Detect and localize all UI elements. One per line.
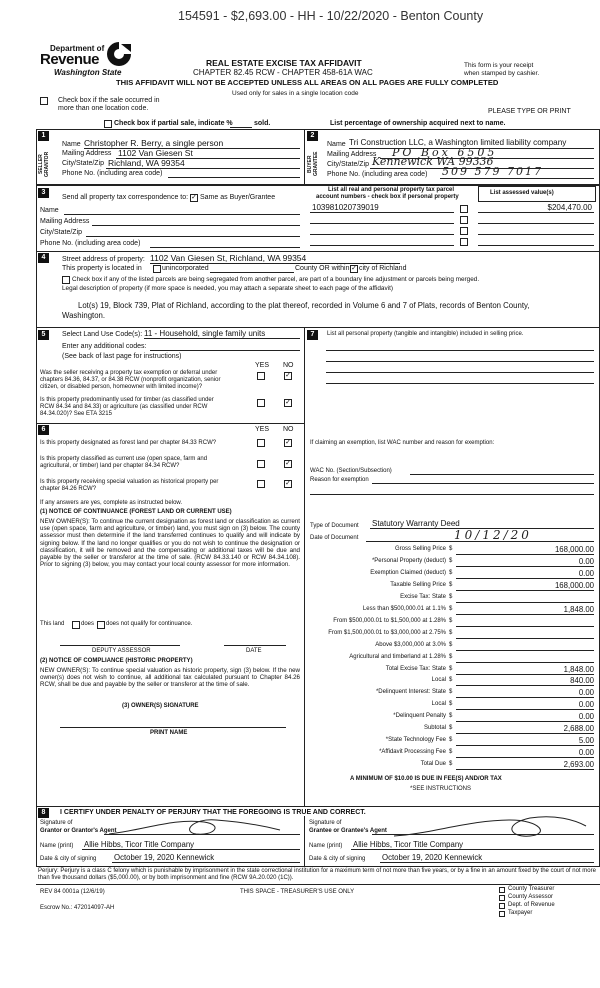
send-correspondence-label: Send all property tax correspondence to: xyxy=(62,194,189,201)
print-name-label: PRINT NAME xyxy=(150,730,188,736)
assessed-header: List assessed value(s) xyxy=(490,190,554,196)
tax-row-value: 0.00 xyxy=(578,557,594,566)
form-title: REAL ESTATE EXCISE TAX AFFIDAVIT xyxy=(206,58,362,68)
if-yes-note: If any answers are yes, complete as instructed below. xyxy=(40,500,183,506)
tax-row-dollar: $ xyxy=(449,737,453,743)
tax-row-label: *Affidavit Processing Fee xyxy=(379,749,446,755)
tax-row-label: Above $3,000,000 at 3.0% xyxy=(375,642,446,648)
tax-row-label: Local xyxy=(431,677,446,683)
parcel-personal-checkbox-4[interactable] xyxy=(460,238,468,246)
sec2-mail-label: Mailing Address xyxy=(327,151,377,158)
sec5-q1-no-checkbox[interactable]: ✓ xyxy=(285,372,291,379)
tax-row-dollar: $ xyxy=(449,546,453,552)
unincorporated-checkbox[interactable] xyxy=(153,265,161,273)
grantee-sig-label-1: Signature of xyxy=(309,820,342,826)
tax-row-underline xyxy=(456,674,594,675)
tax-row-dollar: $ xyxy=(449,630,453,636)
tax-row-value: 840.00 xyxy=(570,676,594,685)
perjury-notice: Perjury: Perjury is a class C felony which is punishable by imprisonment in the state correctional institution for a maximum term of not more than five years, or by a fine in an amount fixed by the court of not more than five thousand dollars ($5,000.00), or by both imprisonment and fine (RCW 9A.20.020 (1C)). xyxy=(38,868,596,881)
parcel-personal-checkbox-2[interactable] xyxy=(460,216,468,224)
grantor-name-label: Name (print) xyxy=(40,843,74,849)
grantee-signature xyxy=(390,812,590,840)
sec6-q1-yes-checkbox[interactable] xyxy=(257,439,265,447)
tax-row-label: From $1,500,000.01 to $3,000,000 at 2.75% xyxy=(328,630,446,636)
located-label: This property is located in xyxy=(62,265,142,272)
sec2-name-label: Name xyxy=(327,141,346,148)
tax-row-dollar: $ xyxy=(449,713,453,719)
tax-row-underline xyxy=(456,638,594,639)
segregated-label: Check box if any of the listed parcels are being segregated from another parcel, are part of a boundary line adjustment or parcels being merged. xyxy=(72,276,480,283)
tax-row-value: 0.00 xyxy=(578,569,594,578)
certify-statement: I CERTIFY UNDER PENALTY OF PERJURY THAT THE FOREGOING IS TRUE AND CORRECT. xyxy=(60,809,366,816)
tax-row-underline xyxy=(456,733,594,734)
document-date: 10/12/20 xyxy=(454,528,532,542)
tax-row-underline xyxy=(456,709,594,710)
buyer-grantee-label: BUYER GRANTEE xyxy=(307,151,319,177)
sec5-q1-yes-checkbox[interactable] xyxy=(257,372,265,380)
recording-stamp: 154591 - $2,693.00 - HH - 10/22/2020 - Benton County xyxy=(178,9,484,23)
receipt-note-1: This form is your receipt xyxy=(464,62,534,69)
tax-row-value: 168,000.00 xyxy=(554,545,594,554)
type-or-print: PLEASE TYPE OR PRINT xyxy=(488,108,571,115)
tax-row-dollar: $ xyxy=(449,689,453,695)
tax-row-label: *Delinquent Penalty xyxy=(393,713,446,719)
wac-number-label: WAC No. (Section/Subsection) xyxy=(310,468,392,474)
form-warning: THIS AFFIDAVIT WILL NOT BE ACCEPTED UNLESS ALL AREAS ON ALL PAGES ARE FULLY COMPLETED xyxy=(116,78,499,87)
tax-row-value: 0.00 xyxy=(578,688,594,697)
multi-location-label-1: Check box if the sale occurred in xyxy=(58,97,160,104)
form-chapter: CHAPTER 82.45 RCW - CHAPTER 458-61A WAC xyxy=(193,68,373,77)
agency-line2: Revenue xyxy=(40,51,100,68)
legal-description-2: Washington. xyxy=(62,311,106,320)
tax-row-value: 0.00 xyxy=(578,712,594,721)
parcel-personal-checkbox-1[interactable] xyxy=(460,205,468,213)
see-instructions-note: *SEE INSTRUCTIONS xyxy=(410,786,472,792)
tax-row-label: Total Excise Tax: State xyxy=(385,666,446,672)
grantee-print-name: Allie Hibbs, Ticor Title Company xyxy=(353,840,464,849)
distribution-label: Dept. of Revenue xyxy=(508,902,555,908)
tax-row-dollar: $ xyxy=(449,642,453,648)
tax-row-underline xyxy=(456,745,594,746)
same-as-buyer-label: Same as Buyer/Grantee xyxy=(200,194,276,201)
segregated-checkbox[interactable] xyxy=(62,276,70,284)
tax-row-underline xyxy=(456,757,594,758)
tax-row-dollar: $ xyxy=(449,725,453,731)
sec5-q2-line2: RCW 84.34 and 84.33) or agriculture (as classified under RCW xyxy=(40,404,208,410)
tax-row-value: 2,693.00 xyxy=(563,760,594,769)
sec6-q3-yes-checkbox[interactable] xyxy=(257,480,265,488)
sec2-city-label: City/State/Zip xyxy=(327,161,370,168)
sec6-q2-yes-checkbox[interactable] xyxy=(257,460,265,468)
tax-row-value: 1,848.00 xyxy=(563,665,594,674)
sec5-q2-line3: 84.34.020)? See ETA 3215 xyxy=(40,411,112,417)
distribution-label: County Treasurer xyxy=(508,886,555,892)
tax-row-underline xyxy=(456,554,594,555)
tax-row-label: Taxable Selling Price xyxy=(390,582,446,588)
section-2-badge: 2 xyxy=(307,131,318,141)
distribution-checkbox[interactable] xyxy=(499,895,505,901)
tax-row-dollar: $ xyxy=(449,666,453,672)
tax-row-dollar: $ xyxy=(449,677,453,683)
does-label: does xyxy=(81,621,95,627)
additional-codes-label: Enter any additional codes: xyxy=(62,343,147,350)
legal-description-1: Lot(s) 19, Block 739, Plat of Richland, according to the plat thereof, recorded in Volume 6 and 7 of Plats, records of Benton County, xyxy=(78,301,530,310)
buyer-name: Tri Construction LLC, a Washington limited liability company xyxy=(349,138,567,147)
tax-row-dollar: $ xyxy=(449,749,453,755)
seller-mailing-address: 1102 Van Giesen St xyxy=(118,148,193,158)
tax-row-underline xyxy=(456,578,594,579)
legal-description-label: Legal description of property (if more space is needed, you may attach a separate sheet to each page of the affidavit) xyxy=(62,285,393,292)
grantor-date-label: Date & city of signing xyxy=(40,856,97,862)
sec1-mail-label: Mailing Address xyxy=(62,150,112,157)
tax-row-underline xyxy=(456,602,594,603)
distribution-checkbox[interactable] xyxy=(499,887,505,893)
tax-row-dollar: $ xyxy=(449,618,453,624)
receipt-note-2: when stamped by cashier. xyxy=(464,70,540,77)
parcel-header-2: account numbers - check box if personal property xyxy=(316,194,459,200)
see-back-label: (See back of last page for instructions) xyxy=(62,353,182,360)
tax-row-label: From $500,000.01 to $1,500,000 at 1.28% xyxy=(333,618,446,624)
notice-compliance-text: NEW OWNER(S): To continue special valuation as historic property, sign (3) below. If the new owner(s) does not wish to continue, all additional tax calculated pursuant to Chapter 84.26 RCW, shall be due and payable by the seller or transferor at the time of sale. xyxy=(40,667,300,689)
partial-sale-checkbox[interactable] xyxy=(104,120,112,128)
sec3-city-label: City/State/Zip xyxy=(40,229,83,236)
tax-row-dollar: $ xyxy=(449,570,453,576)
tax-row-label: *State Technology Fee xyxy=(385,737,446,743)
sec5-q2-yes-checkbox[interactable] xyxy=(257,399,265,407)
tax-row-dollar: $ xyxy=(449,654,453,660)
tax-row-label: *Delinquent Interest: State xyxy=(375,689,446,695)
sec6-q1-no-checkbox[interactable]: ✓ xyxy=(285,439,291,446)
sec3-mail-label: Mailing Address xyxy=(40,218,90,225)
notice-compliance-title: (2) NOTICE OF COMPLIANCE (HISTORIC PROPERTY) xyxy=(40,658,193,664)
revenue-logo-icon xyxy=(104,40,134,68)
deputy-assessor-label: DEPUTY ASSESSOR xyxy=(92,648,151,654)
tax-row-underline xyxy=(456,566,594,567)
exemption-reason-label: Reason for exemption xyxy=(310,477,369,483)
sec5-q2-line1: Is this property predominantly used for timber (as classified under xyxy=(40,397,214,403)
sec6-q2-line1: Is this property classified as current use (open space, farm and xyxy=(40,456,208,462)
owner-signature-label: (3) OWNER(S) SIGNATURE xyxy=(122,703,199,709)
grantor-sig-label-2: Grantor or Grantor's Agent xyxy=(40,828,117,834)
section-1-badge: 1 xyxy=(38,131,49,141)
sec5-q1-line2: chapters 84.36, 84.37, or 84.38 RCW (nonprofit organization, senior xyxy=(40,377,221,383)
sec5-no-label: NO xyxy=(283,362,294,369)
tax-row-underline xyxy=(456,650,594,651)
minimum-due-note: A MINIMUM OF $10.00 IS DUE IN FEE(S) AND/OR TAX xyxy=(350,776,502,782)
tax-row-underline xyxy=(456,590,594,591)
sec1-phone-label: Phone No. (including area code) xyxy=(62,170,163,177)
tax-row-value: 1,848.00 xyxy=(563,605,594,614)
grantee-date-label: Date & city of signing xyxy=(309,856,366,862)
county-within-label: County OR within xyxy=(295,265,350,272)
treasurer-space: THIS SPACE - TREASURER'S USE ONLY xyxy=(240,889,355,895)
street-address-label: Street address of property: xyxy=(62,256,145,263)
tax-row-dollar: $ xyxy=(449,761,453,767)
tax-row-underline xyxy=(456,626,594,627)
sec6-yes-label: YES xyxy=(255,426,270,433)
sec2-phone-label: Phone No. (including area code) xyxy=(327,171,428,178)
land-use-label: Select Land Use Code(s): xyxy=(62,331,143,338)
tax-row-dollar: $ xyxy=(449,558,453,564)
land-does-checkbox[interactable] xyxy=(72,621,80,629)
tax-row-value: 2,688.00 xyxy=(563,724,594,733)
assessor-date-label: DATE xyxy=(246,648,262,654)
sec5-q2-no-checkbox[interactable]: ✓ xyxy=(285,399,291,406)
grantee-name-label: Name (print) xyxy=(309,843,343,849)
tax-row-label: Subtotal xyxy=(423,725,446,731)
assessed-value: $204,470.00 xyxy=(547,203,592,212)
personal-property-label: List all personal property (tangible and intangible) included in selling price. xyxy=(327,331,524,337)
grantor-date-city: October 19, 2020 Kennewick xyxy=(114,853,215,862)
distribution-label: County Assessor xyxy=(508,894,554,900)
distribution-checkbox[interactable] xyxy=(499,911,505,917)
multi-location-label-2: more than one location code. xyxy=(58,105,149,112)
agency-line1: Department of xyxy=(50,44,105,53)
tax-row-value: 0.00 xyxy=(578,700,594,709)
sec5-yes-label: YES xyxy=(255,362,270,369)
sec1-city-label: City/State/Zip xyxy=(62,160,105,167)
grantee-date-city: October 19, 2020 Kennewick xyxy=(382,853,483,862)
sec6-no-label: NO xyxy=(283,426,294,433)
sec3-phone-label: Phone No. (including area code) xyxy=(40,240,141,247)
tax-row-label: Local xyxy=(431,701,446,707)
seller-grantor-label: SELLER GRANTOR xyxy=(38,151,50,177)
sec6-q1: Is this property designated as forest land per chapter 84.33 RCW? xyxy=(40,440,217,446)
form-revision: REV 84 0001a (12/6/19) xyxy=(40,889,105,895)
tax-row-label: Gross Selling Price xyxy=(394,546,446,552)
distribution-checkbox[interactable] xyxy=(499,903,505,909)
sec5-q1-line1: Was the seller receiving a property tax exemption or deferral under xyxy=(40,370,218,376)
tax-row-value: 5.00 xyxy=(578,736,594,745)
tax-row-underline xyxy=(456,769,594,770)
buyer-phone: 509 579 7017 xyxy=(442,165,543,178)
same-as-buyer-checkbox[interactable]: ✓ xyxy=(191,194,197,201)
this-land-label: This land xyxy=(40,621,65,627)
tax-row-label: Agricultural and timberland at 1.28% xyxy=(349,654,446,660)
tax-row-dollar: $ xyxy=(449,594,453,600)
parcel-header-1: List all real and personal property tax parcel xyxy=(328,187,455,193)
parcel-personal-checkbox-3[interactable] xyxy=(460,227,468,235)
land-does-not-checkbox[interactable] xyxy=(97,621,105,629)
section-8-badge: 8 xyxy=(38,808,49,818)
city-of-label: city of Richland xyxy=(359,265,407,272)
sec1-name-label: Name xyxy=(62,141,81,148)
partial-sale-label: Check box if partial sale, indicate % xyxy=(114,120,233,127)
tax-row-label: Excise Tax: State xyxy=(400,594,446,600)
single-use-note: Used only for sales in a single location code xyxy=(232,90,359,97)
document-date-label: Date of Document xyxy=(310,535,359,541)
property-street-address: 1102 Van Giesen St, Richland, WA 99354 xyxy=(150,253,307,263)
tax-row-underline xyxy=(456,614,594,615)
within-city-checkbox[interactable]: ✓ xyxy=(351,265,357,272)
grantor-print-name: Allie Hibbs, Ticor Title Company xyxy=(84,840,195,849)
sec6-q3-line1: Is this property receiving special valuation as historical property per xyxy=(40,479,219,485)
escrow-number: Escrow No.: 472014097-AH xyxy=(40,905,115,911)
tax-row-label: Less than $500,000.01 at 1.1% xyxy=(362,606,446,612)
sec3-name-label: Name xyxy=(40,207,59,214)
agency-logo xyxy=(36,40,146,80)
section-3-badge: 3 xyxy=(38,188,49,198)
section-5-badge: 5 xyxy=(38,330,49,340)
ownership-note: List percentage of ownership acquired next to name. xyxy=(330,120,506,127)
document-type-label: Type of Document xyxy=(310,523,359,529)
notice-continuance-text: NEW OWNER(S): To continue the current designation as forest land or classification as current use (open space, farm and agriculture, or timber) land, you must sign on (3) below. The county assessor must then determine if the land transferred continues to qualify and will indicate by signing below. If the land no longer qualifies or you do not wish to continue the designation or classification, it will be removed and the compensating or additional taxes will be due and payable by the seller or transferor at the time of sale. (RCW 84.33.140 or RCW 84.34.108). Prior to signing (3) below, you may contact your local county assessor for more information. xyxy=(40,518,300,569)
section-6-badge: 6 xyxy=(38,425,49,435)
section-7-badge: 7 xyxy=(307,330,318,340)
tax-row-label: *Personal Property (deduct) xyxy=(371,558,446,564)
seller-name: Christopher R. Berry, a single person xyxy=(84,138,224,148)
does-not-label: does not qualify for continuance. xyxy=(106,621,193,627)
tax-row-value: 0.00 xyxy=(578,748,594,757)
distribution-label: Taxpayer xyxy=(508,910,533,916)
grantee-sig-label-2: Grantee or Grantee's Agent xyxy=(309,828,387,834)
sec6-q3-no-checkbox[interactable]: ✓ xyxy=(285,480,291,487)
tax-row-dollar: $ xyxy=(449,582,453,588)
multi-location-checkbox[interactable] xyxy=(40,97,48,105)
agency-line3: Washington State xyxy=(54,68,122,77)
document-type: Statutory Warranty Deed xyxy=(372,519,460,528)
buyer-mailing-address: PO Box 6505 xyxy=(392,146,498,159)
seller-city: Richland, WA 99354 xyxy=(108,158,185,168)
partial-sold-label: sold. xyxy=(254,120,271,127)
sec6-q2-no-checkbox[interactable]: ✓ xyxy=(285,460,291,467)
land-use-code: 11 - Household, single family units xyxy=(144,329,266,338)
tax-row-underline xyxy=(456,721,594,722)
tax-row-value: 168,000.00 xyxy=(554,581,594,590)
sec6-q2-line2: agricultural, or timber) land per chapter 84.34 RCW? xyxy=(40,463,180,469)
grantor-signature xyxy=(104,812,284,840)
unincorporated-label: unincorporated xyxy=(162,265,209,272)
tax-row-label: Total Due xyxy=(420,761,446,767)
section-4-badge: 4 xyxy=(38,253,49,263)
tax-row-label: Exemption Claimed (deduct) xyxy=(370,570,446,576)
sec6-q3-line2: chapter 84.26 RCW? xyxy=(40,486,97,492)
grantor-sig-label-1: Signature of xyxy=(40,820,73,826)
tax-row-underline xyxy=(456,662,594,663)
tax-row-dollar: $ xyxy=(449,701,453,707)
notice-continuance-title: (1) NOTICE OF CONTINUANCE (FOREST LAND OR CURRENT USE) xyxy=(40,509,232,515)
sec5-q1-line3: citizen, or disabled person, homeowner with limited income)? xyxy=(40,384,203,390)
tax-row-dollar: $ xyxy=(449,606,453,612)
tax-row-underline xyxy=(456,685,594,686)
parcel-number: 103981020739019 xyxy=(312,203,379,212)
tax-row-underline xyxy=(456,697,594,698)
buyer-city: Kennewick WA 99336 xyxy=(372,155,494,168)
exemption-claim-label: If claiming an exemption, list WAC number and reason for exemption: xyxy=(310,440,495,446)
